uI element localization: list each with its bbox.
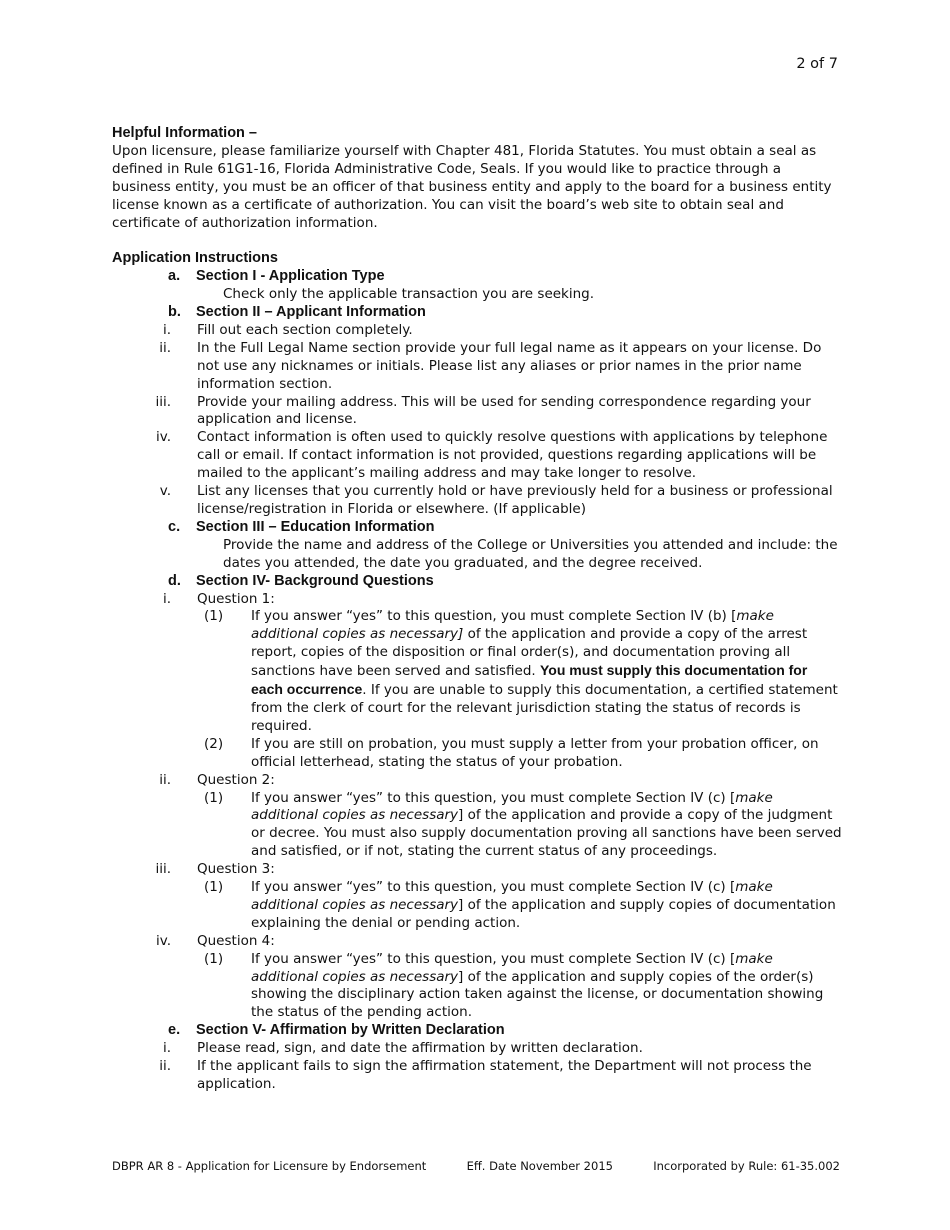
footer-effective-date: Eff. Date November 2015 (466, 1159, 613, 1173)
page-footer (112, 1159, 840, 1173)
question-label: iv. Question 4: (156, 932, 275, 949)
list-item: ii. If the applicant fails to sign the affirmation statement, the Department will not process the application. (159, 1058, 812, 1093)
list-item: i. Please read, sign, and date the affirmation by written declaration. (162, 1040, 643, 1057)
section-a-heading: a. Section I - Application Type (168, 268, 385, 285)
helpful-body: Upon licensure, please familiarize yourself with Chapter 481, Florida Statutes. You must obtain a seal as defined in Rule 61G1-16, Florida Administrative Code, Seals. If you would like to practice through a business entity, you must be an officer of that business entity and apply to the board for a business entity license known as a certificate of authorization. You can visit the board’s web site to obtain seal and certificate of authorization information. (112, 142, 832, 231)
list-item: (1) If you answer “yes” to this question, you must complete Section IV (c) [make additional copies as necessary] of the application and supply copies of documentation explaining the denial or pending action. (204, 879, 836, 931)
footer-rule: Incorporated by Rule: 61-35.002 (653, 1159, 840, 1173)
helpful-heading: Helpful Information – (112, 125, 257, 141)
list-item: iii. Provide your mailing address. This will be used for sending correspondence regarding your application and license. (155, 393, 811, 428)
footer-form-name: DBPR AR 8 - Application for Licensure by Endorsement (112, 1159, 427, 1173)
list-item: (2) If you are still on probation, you must supply a letter from your probation officer, on official letterhead, stating the status of your probation. (204, 735, 819, 770)
section-d-heading: d. Section IV- Background Questions (168, 572, 434, 589)
section-c-text: Provide the name and address of the College or Universities you attended and include: the dates you attended, the date you graduated, and the degree received. (223, 536, 838, 571)
section-c-heading: c. Section III – Education Information (168, 518, 435, 535)
section-b-heading: b. Section II – Applicant Information (168, 304, 426, 321)
page-number: 2 of 7 (796, 56, 838, 72)
list-item: ii. In the Full Legal Name section provide your full legal name as it appears on your license. Do not use any nicknames or initials. Please list any aliases or prior names in the prior name information section. (159, 339, 822, 392)
list-item: v. List any licenses that you currently hold or have previously held for a business or professional license/registration in Florida or elsewhere. (If applicable) (159, 483, 833, 518)
question-label: iii. Question 3: (155, 861, 275, 878)
question-label: i. Question 1: (162, 590, 275, 607)
list-item: iv. Contact information is often used to quickly resolve questions with applications by telephone call or email. If contact information is not provided, questions regarding applications will be mailed to the applicant’s mailing address and may take longer to resolve. (156, 429, 828, 482)
list-item: (1) If you answer “yes” to this question, you must complete Section IV (c) [make additional copies as necessary] of the application and provide a copy of the judgment or decree. You must also supply documentation proving all sanctions have been served and satisfied, or if not, stating the current status of any proceedings. (204, 789, 842, 860)
section-e-heading: e. Section V- Affirmation by Written Declaration (168, 1022, 505, 1039)
list-item: (1) If you answer “yes” to this question, you must complete Section IV (c) [make additional copies as necessary] of the application and supply copies of the order(s) showing the disciplinary action taken against the license, or documentation showing the status of the pending action. (204, 950, 824, 1021)
list-item: i. Fill out each section completely. (162, 321, 413, 338)
list-item: (1) If you answer “yes” to this question, you must complete Section IV (b) [make additional copies as necessary] of the application and provide a copy of the arrest report, copies of the disposition or final order(s), and documentation proving all sanctions have been served and satisfied. You must supply this documentation for each occurrence. If you are unable to supply this documentation, a certified statement from the clerk of court for the relevant jurisdiction stating the status of records is required. (204, 608, 838, 734)
section-a-text: Check only the applicable transaction you are seeking. (223, 286, 595, 303)
document-body (112, 125, 842, 1094)
instructions-heading: Application Instructions (112, 250, 278, 267)
question-label: ii. Question 2: (159, 771, 275, 788)
